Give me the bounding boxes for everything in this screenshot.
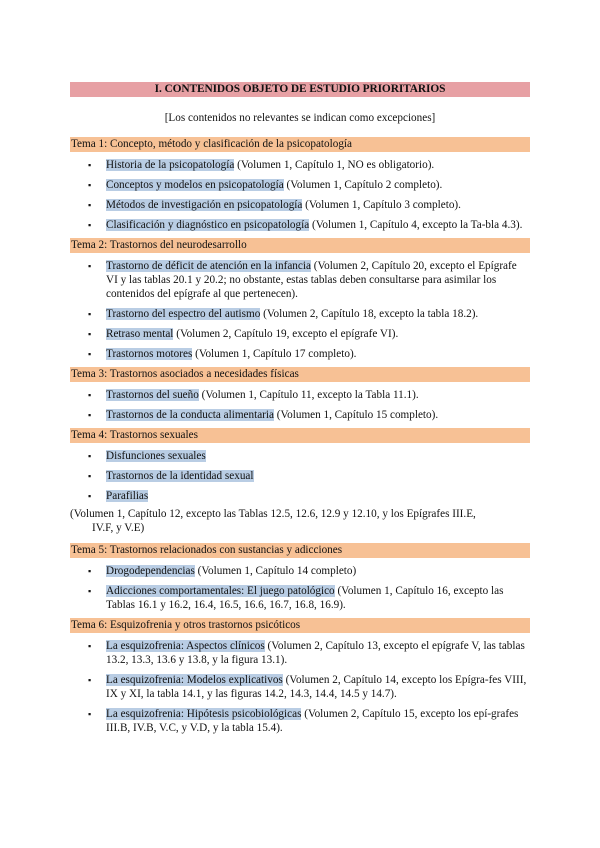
topic-reference: (Volumen 2, Capítulo 18, excepto la tabla 18.2). <box>260 308 479 320</box>
highlighted-topic: Trastornos del sueño <box>106 389 199 401</box>
highlighted-topic: Trastornos motores <box>106 348 193 360</box>
topic-reference: (Volumen 1, Capítulo 1, NO es obligatorio). <box>234 159 435 171</box>
section-note-continuation: IV.F, y V.E) <box>92 522 145 534</box>
list-item <box>70 347 530 361</box>
highlighted-topic: La esquizofrenia: Aspectos clínicos <box>106 640 265 652</box>
list-item <box>70 449 530 463</box>
topic-reference: (Volumen 1, Capítulo 16, excepto las Tablas 16.1 y 16.2, 16.4, 16.5, 16.6, 16.7, 16.8, 16.9). <box>106 585 504 611</box>
highlighted-topic: Trastornos de la conducta alimentaria <box>106 409 274 421</box>
list-item <box>70 469 530 483</box>
list-item <box>70 388 530 402</box>
section-heading: Tema 3: Trastornos asociados a necesidades físicas <box>70 367 530 382</box>
bullet-icon: ▪ <box>88 410 92 420</box>
highlighted-topic: Parafilias <box>106 490 149 502</box>
bullet-icon: ▪ <box>88 309 92 319</box>
bullet-icon: ▪ <box>88 641 92 651</box>
topic-reference: (Volumen 1, Capítulo 11, excepto la Tabla 11.1). <box>198 389 419 401</box>
highlighted-topic: Métodos de investigación en psicopatología <box>106 199 303 211</box>
section-heading: Tema 1: Concepto, método y clasificación de la psicopatología <box>70 137 530 152</box>
list-item <box>70 673 530 701</box>
topic-reference: (Volumen 2, Capítulo 15, excepto los epí-grafes III.B, IV.B, V.C, y V.D, y la tabla 15.4). <box>106 708 519 734</box>
topic-reference: (Volumen 1, Capítulo 14 completo) <box>194 565 357 577</box>
bullet-icon: ▪ <box>88 471 92 481</box>
topic-reference: (Volumen 1, Capítulo 17 completo). <box>192 348 357 360</box>
section-heading: Tema 6: Esquizofrenia y otros trastornos psicóticos <box>70 618 530 633</box>
bullet-icon: ▪ <box>88 451 92 461</box>
bullet-icon: ▪ <box>88 261 92 271</box>
bullet-icon: ▪ <box>88 586 92 596</box>
section-note-line: (Volumen 1, Capítulo 12, excepto las Tablas 12.5, 12.6, 12.9 y 12.10, y los Epígrafes III.E, <box>70 508 476 520</box>
highlighted-topic: Retraso mental <box>106 328 174 340</box>
list-item <box>70 327 530 341</box>
section-note <box>70 507 530 535</box>
topic-reference: (Volumen 2, Capítulo 13, excepto el epígrafe V, las tablas 13.2, 13.3, 13.6 y 13.8, y la figura 13.1). <box>106 640 525 666</box>
highlighted-topic: Trastorno de déficit de atención en la infancia <box>106 260 311 272</box>
bullet-icon: ▪ <box>88 566 92 576</box>
bullet-icon: ▪ <box>88 220 92 230</box>
sections-container <box>70 137 530 735</box>
list-item <box>70 489 530 503</box>
topic-reference: (Volumen 2, Capítulo 20, excepto el Epígrafe VI y las tablas 20.1 y 20.2; no obstante, estas tablas deben consultarse para asimilar los contenidos del epígrafe al que pertenecen). <box>106 260 517 300</box>
bullet-icon: ▪ <box>88 349 92 359</box>
list-item <box>70 584 530 612</box>
list-item <box>70 639 530 667</box>
section-heading: Tema 2: Trastornos del neurodesarrollo <box>70 238 530 253</box>
bullet-icon: ▪ <box>88 709 92 719</box>
section-heading: Tema 4: Trastornos sexuales <box>70 428 530 443</box>
list-item <box>70 158 530 172</box>
highlighted-topic: Clasificación y diagnóstico en psicopatología <box>106 219 310 231</box>
list-item <box>70 218 530 232</box>
highlighted-topic: Disfunciones sexuales <box>106 450 206 462</box>
document-page <box>70 82 530 741</box>
bullet-icon: ▪ <box>88 675 92 685</box>
topic-reference: (Volumen 1, Capítulo 4, excepto la Ta-bla 4.3). <box>309 219 523 231</box>
topic-reference: (Volumen 1, Capítulo 2 completo). <box>283 179 443 191</box>
highlighted-topic: La esquizofrenia: Modelos explicativos <box>106 674 283 686</box>
highlighted-topic: Adicciones comportamentales: El juego patológico <box>106 585 335 597</box>
topic-reference: (Volumen 1, Capítulo 15 completo). <box>273 409 439 421</box>
list-item <box>70 178 530 192</box>
highlighted-topic: Trastorno del espectro del autismo <box>106 308 261 320</box>
highlighted-topic: Historia de la psicopatología <box>106 159 235 171</box>
list-item <box>70 564 530 578</box>
section-heading: Tema 5: Trastornos relacionados con sustancias y adicciones <box>70 543 530 558</box>
list-item <box>70 198 530 212</box>
main-title: I. CONTENIDOS OBJETO DE ESTUDIO PRIORITARIOS <box>70 82 530 97</box>
bullet-icon: ▪ <box>88 329 92 339</box>
bullet-icon: ▪ <box>88 160 92 170</box>
bullet-icon: ▪ <box>88 491 92 501</box>
bullet-icon: ▪ <box>88 390 92 400</box>
list-item <box>70 707 530 735</box>
highlighted-topic: La esquizofrenia: Hipótesis psicobiológicas <box>106 708 302 720</box>
topic-reference: (Volumen 2, Capítulo 19, excepto el epígrafe VI). <box>173 328 399 340</box>
highlighted-topic: Trastornos de la identidad sexual <box>106 470 254 482</box>
list-item <box>70 408 530 422</box>
topic-reference: (Volumen 2, Capítulo 14, excepto los Epígra-fes VIII, IX y XI, la tabla 14.1, y las figuras 14.2, 14.3, 14.4, 14.5 y 14.7). <box>106 674 527 700</box>
topic-reference: (Volumen 1, Capítulo 3 completo). <box>302 199 461 211</box>
list-item <box>70 259 530 301</box>
bullet-icon: ▪ <box>88 180 92 190</box>
bullet-icon: ▪ <box>88 200 92 210</box>
highlighted-topic: Drogodependencias <box>106 565 195 577</box>
subtitle-note: [Los contenidos no relevantes se indican como excepciones] <box>164 112 436 124</box>
list-item <box>70 307 530 321</box>
highlighted-topic: Conceptos y modelos en psicopatología <box>106 179 284 191</box>
